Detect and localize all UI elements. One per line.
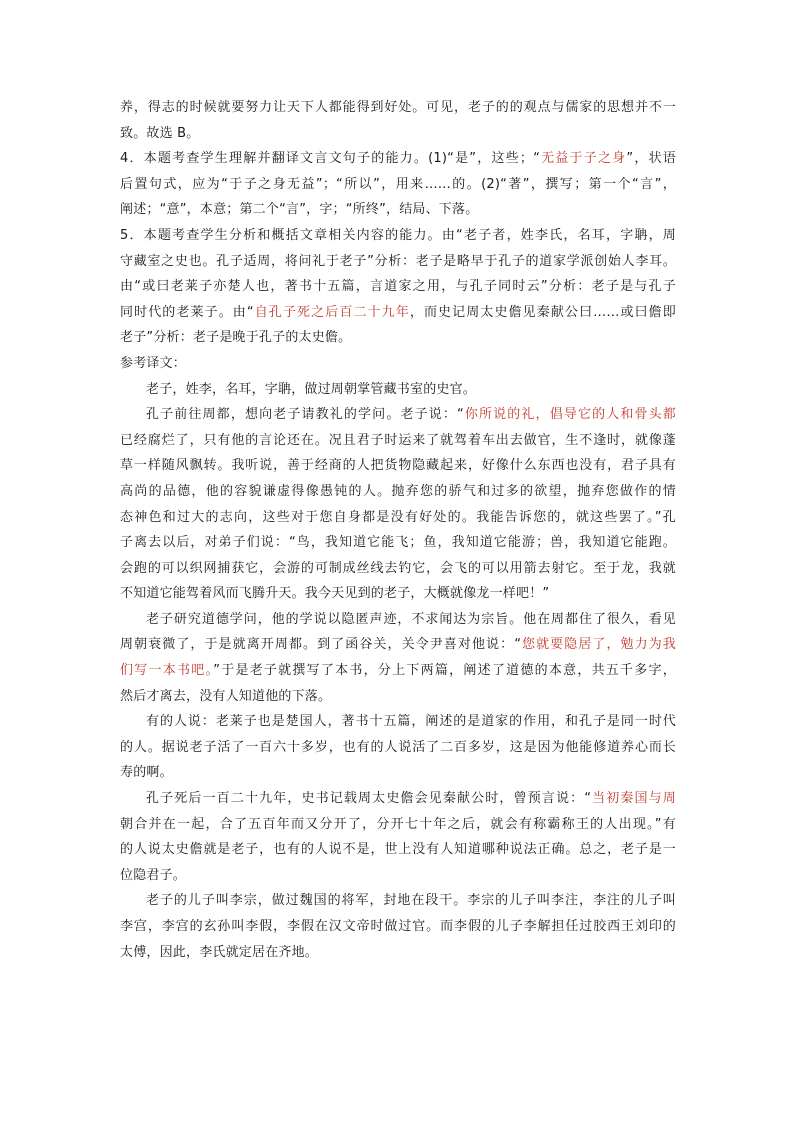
text-segment: 然后才离去，没有人知道他的下落。: [120, 688, 332, 704]
text-line: [120, 607, 676, 633]
text-line: [120, 402, 676, 428]
text-line: [120, 632, 676, 658]
text-segment: ，而史记周太史儋见秦献公曰……或曰儋即: [409, 304, 676, 320]
text-segment: 5．本题考查学生分析和概括文章相关内容的能力。由“老子者，姓李氏，名耳，字聃，周: [120, 227, 676, 243]
highlighted-quote: 当初秦国与周: [591, 791, 676, 807]
text-line: [120, 530, 676, 556]
text-line: [120, 863, 676, 889]
text-segment: 会跑的可以织网捕获它，会游的可制成丝线去钓它，会飞的可以用箭去射它。至于龙，我就: [120, 560, 676, 576]
text-line: [120, 300, 676, 326]
text-segment: 老子”分析：老子是晚于孔子的太史儋。: [120, 330, 352, 346]
text-line: [120, 351, 676, 377]
text-segment: 致。故选 B。: [120, 125, 200, 141]
text-segment: 的人说太史儋就是老子，也有的人说不是，世上没有人知道哪种说法正确。总之，老子是一: [120, 842, 676, 858]
text-segment: 寿的啊。: [120, 765, 173, 781]
text-segment: 参考译文：: [120, 355, 187, 371]
text-segment: ”于是老子就撰写了本书，分上下两篇，阐述了道德的本意，共五千多字，: [213, 663, 676, 679]
document-page: [120, 95, 676, 965]
text-segment: 的人。据说老子活了一百六十多岁，也有的人说活了二百多岁，这是因为他能修道养心而长: [120, 739, 676, 755]
text-segment: 子离去以后，对弟子们说：“鸟，我知道它能飞；鱼，我知道它能游；兽，我知道它能跑。: [120, 535, 676, 551]
text-line: [120, 760, 676, 786]
text-segment: 4．本题考查学生理解并翻译文言文句子的能力。(1)“是”，这些；“: [120, 151, 541, 167]
text-segment: 后置句式，应为“于子之身无益”；“所以”，用来……的。(2)“著”，撰写；第一个“言”，: [120, 176, 676, 192]
text-line: [120, 556, 676, 582]
text-segment: 周朝衰微了，于是就离开周都。到了函谷关，关令尹喜对他说：“: [120, 637, 522, 653]
text-segment: 朝合并在一起，合了五百年而又分开了，分开七十年之后，就会有称霸称王的人出现。”有: [120, 816, 676, 832]
text-line: [120, 888, 676, 914]
text-segment: 草一样随风飘转。我听说，善于经商的人把货物隐藏起来，好像什么东西也没有，君子具有: [120, 458, 676, 474]
text-segment: 老子研究道德学问，他的学说以隐匿声迹，不求闻达为宗旨。他在周都住了很久，看见: [146, 611, 676, 627]
text-segment: 同时代的老莱子。由“: [120, 304, 254, 320]
text-segment: 养，得志的时候就要努力让天下人都能得到好处。可见，老子的的观点与儒家的思想并不一: [120, 100, 676, 115]
text-line: [120, 914, 676, 940]
text-line: [120, 837, 676, 863]
text-segment: 守藏室之史也。孔子适周，将问礼于老子”分析：老子是略早于孔子的道家学派创始人李耳。: [120, 253, 676, 269]
text-line: [120, 735, 676, 761]
text-segment: 高尚的品德，他的容貌谦虚得像愚钝的人。抛弃您的骄气和过多的欲望，抛弃您做作的情: [120, 483, 676, 499]
text-segment: 孔子前往周都，想向老子请教礼的学问。老子说：“: [146, 407, 464, 423]
text-line: [120, 812, 676, 838]
text-segment: 老子的儿子叫李宗，做过魏国的将军，封地在段干。李宗的儿子叫李注，李注的儿子叫: [146, 893, 676, 909]
highlighted-quote: 您就要隐居了，勉力为我: [521, 637, 676, 653]
text-segment: 不知道它能驾着风而飞腾升天。我今天见到的老子，大概就像龙一样吧！”: [120, 586, 550, 602]
text-line: [120, 428, 676, 454]
text-line: [120, 453, 676, 479]
text-segment: 阐述；“意”，本意；第二个“言”，字；“所终”，结局、下落。: [120, 202, 479, 218]
highlighted-quote: 们写一本书吧。: [120, 663, 214, 679]
text-line: [120, 249, 676, 275]
text-segment: ”，状语: [626, 151, 676, 167]
text-segment: 位隐君子。: [120, 867, 187, 883]
text-line: [120, 377, 676, 403]
text-line: [120, 505, 676, 531]
text-segment: 由“或曰老莱子亦楚人也，著书十五篇，言道家之用，与孔子同时云”分析：老子是与孔子: [120, 279, 676, 295]
text-line: [120, 223, 676, 249]
highlighted-quote: 自孔子死之后百二十九年: [253, 304, 410, 320]
text-segment: 有的人说：老莱子也是楚国人，著书十五篇，阐述的是道家的作用，和孔子是同一时代: [146, 714, 676, 730]
text-segment: 太傅，因此，李氏就定居在齐地。: [120, 944, 319, 960]
text-segment: 已经腐烂了，只有他的言论还在。况且君子时运来了就驾着车出去做官，生不逢时，就像蓬: [120, 432, 676, 448]
highlighted-quote: 无益于子之身: [540, 151, 627, 167]
text-line: [120, 172, 676, 198]
text-line: [120, 121, 676, 147]
text-line: [120, 658, 676, 684]
text-line: [120, 146, 676, 172]
text-line: [120, 197, 676, 223]
text-segment: 态神色和过大的志向，这些对于您自身都是没有好处的。我能告诉您的，就这些罢了。”孔: [120, 509, 676, 525]
text-segment: 老子，姓李，名耳，字聃，做过周朝掌管藏书室的史官。: [146, 381, 477, 397]
highlighted-quote: 你所说的礼，倡导它的人和骨头都: [463, 407, 676, 423]
text-line: [120, 581, 676, 607]
text-line: [120, 95, 676, 121]
text-line: [120, 786, 676, 812]
text-segment: 孔子死后一百二十九年，史书记载周太史儋会见秦献公时，曾预言说：“: [146, 791, 592, 807]
text-line: [120, 940, 676, 966]
text-line: [120, 325, 676, 351]
text-line: [120, 274, 676, 300]
text-line: [120, 479, 676, 505]
text-segment: 李宫，李宫的玄孙叫李假，李假在汉文帝时做过官。而李假的儿子李解担任过胶西王刘印的: [120, 919, 676, 934]
text-line: [120, 709, 676, 735]
text-line: [120, 684, 676, 710]
